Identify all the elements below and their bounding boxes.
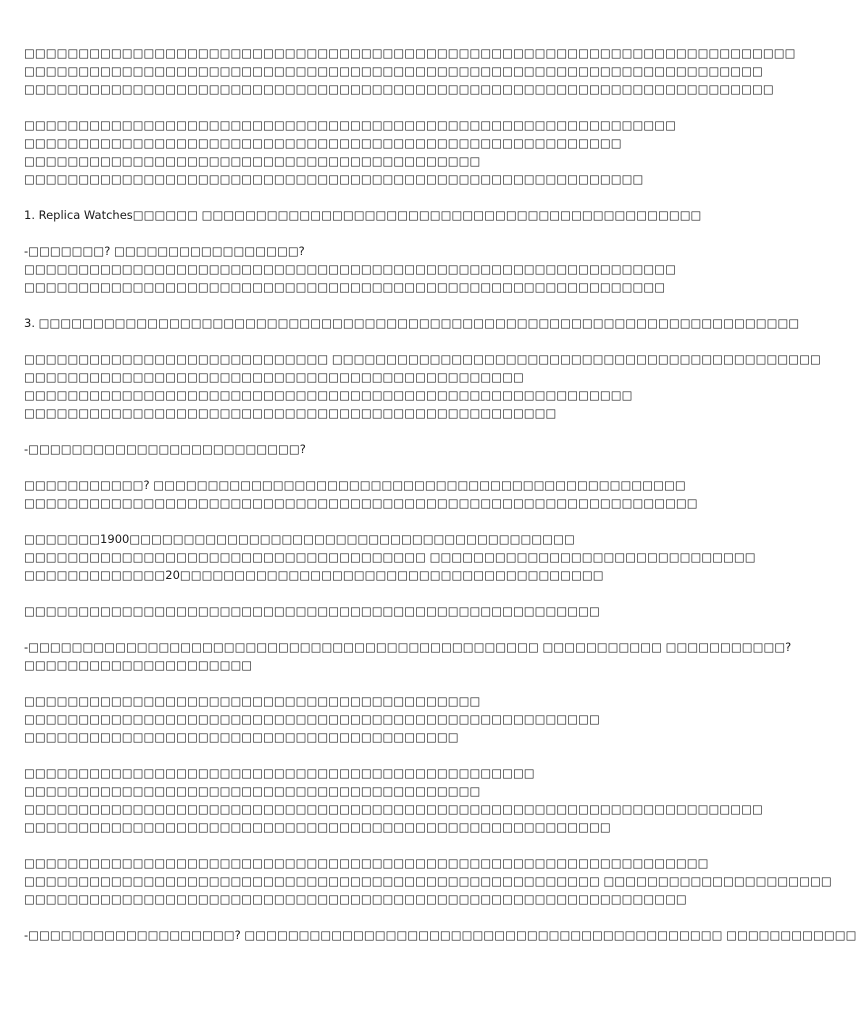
text-line: □□□□□□□□□□□□□□□□□□□□□□□□□□□□□□□□□□□□□□□□□□: [24, 154, 481, 168]
text-line: 1. Replica Watches□□□□□□ □□□□□□□□□□□□□□□□□□□□□□□□□□□□□□□□□□□□□□□□□□□□□□: [24, 208, 702, 222]
text-line: -□□□□□□□□□□□□□□□□□□□? □□□□□□□□□□□□□□□□□□□□□□□□□□□□□□□□□□□□□□□□□□□□ □□□□□□□□□□□□: [24, 928, 856, 942]
paragraph: [24, 530, 756, 584]
text-line: □□□□□□□□□□□□□□□□□□□□□□□□□□□□□□□□□□□□□□□□□□□□□□□□□: [24, 406, 557, 420]
article-body: [24, 44, 856, 962]
paragraph: [24, 476, 698, 512]
text-line: □□□□□□□□□□□□□20□□□□□□□□□□□□□□□□□□□□□□□□□□□□□□□□□□□□□□□: [24, 568, 604, 582]
paragraph: [24, 764, 763, 836]
text-line: □□□□□□□□□□□□□□□□□□□□□□□□□□□□□□□□□□□□□□□□□□□□□□□□□□□□□□□□□□□□□□□□□□□□: [24, 802, 763, 816]
paragraph: [24, 692, 694, 746]
text-line: □□□□□□□□□□□□□□□□□□□□□□□□□□□□□□□□□□□□□□□□□□□□□□□□□□□□□□□□□□□□□□□□□□□□: [24, 64, 763, 78]
text-line: □□□□□□□□□□□□□□□□□□□□□□□□□□□□□□□□□□□□□□□□□□□□□□□□□□□□□□□□□□□: [24, 280, 666, 294]
text-line: □□□□□□□□□□□□□□□□□□□□□□□□□□□□□□□□□□□□□□□□□□□□□□□□□□□□□□□□□□□□□□□□□□□□□: [24, 82, 774, 96]
text-line: □□□□□□□□□□□□□□□□□□□□□□□□□□□□□□□□□□□□□□□□□□□□□□: [24, 370, 524, 384]
text-line: □□□□□□□□□□□□□□□□□□□□□□□□□□□□□□□□□□□□□□□□□□□□□□□□□□□□□: [24, 712, 600, 726]
text-line: -□□□□□□□? □□□□□□□□□□□□□□□□□?: [24, 244, 305, 258]
text-line: □□□□□□□□□□□□□□□□□□□□□□□□□□□□□□□□□□□□□□□□□□: [24, 694, 481, 708]
text-line: □□□□□□□□□□□□□□□□□□□□□□□□□□□□□□□□□□□□□□□□□□: [24, 784, 481, 798]
paragraph: [24, 44, 796, 98]
text-line: □□□□□□□□□□□□□□□□□□□□□□□□□□□□□□□□□□□□□□□□□□□□□□□□□□□□□□□□□□□□□□□□□□□□□□□: [24, 46, 796, 60]
text-line: □□□□□□□□□□□□□□□□□□□□□□□□□□□□□□□□□□□□□ □□□□□□□□□□□□□□□□□□□□□□□□□□□□□□: [24, 550, 756, 564]
paragraph: [24, 854, 832, 908]
text-line: 3. □□□□□□□□□□□□□□□□□□□□□□□□□□□□□□□□□□□□□□□□□□□□□□□□□□□□□□□□□□□□□□□□□□□□□□: [24, 316, 800, 330]
text-line: -□□□□□□□□□□□□□□□□□□□□□□□□□□□□□□□□□□□□□□□□□□□□□□□ □□□□□□□□□□□ □□□□□□□□□□□?: [24, 640, 792, 654]
text-line: □□□□□□□□□□□□□□□□□□□□□□□□□□□□□□□□□□□□□□□□□□□□□□□□□□□□□□□□□: [24, 172, 644, 186]
text-line: -□□□□□□□□□□□□□□□□□□□□□□□□□?: [24, 442, 306, 456]
text-line: □□□□□□□□□□□□□□□□□□□□□□□□□□□□□□□□□□□□□□□□: [24, 730, 459, 744]
text-line: □□□□□□□□□□□□□□□□□□□□□□□□□□□□□□□□□□□□□□□□□□□□□□□□□□□□□□□□□□□□□□: [24, 496, 698, 510]
text-line: □□□□□□□□□□□□□□□□□□□□□□□□□□□□□□□□□□□□□□□□□□□□□□□□□□□□□□□□□□□□□: [24, 892, 687, 906]
text-line: □□□□□□□□□□□□□□□□□□□□□□□□□□□□□□□□□□□□□□□□□□□□□□□□□□□□□□: [24, 820, 611, 834]
text-line: □□□□□□□□□□□□□□□□□□□□□□□□□□□□□□□□□□□□□□□□□□□□□□□□□□□□□□□□□□□□□□□: [24, 856, 709, 870]
paragraph: [24, 116, 694, 188]
text-line: □□□□□□□□□□□□□□□□□□□□□□□□□□□□□□□□□□□□□□□□□□□□□□□□□□□□□□□: [24, 136, 622, 150]
text-line: □□□□□□□□□□□□□□□□□□□□□□□□□□□□ □□□□□□□□□□□□□□□□□□□□□□□□□□□□□□□□□□□□□□□□□□□□□: [24, 352, 821, 366]
text-line: □□□□□□□□□□□□□□□□□□□□□□□□□□□□□□□□□□□□□□□□□□□□□□□□□□□□□ □□□□□□□□□□□□□□□□□□□□□: [24, 874, 832, 888]
text-line: □□□□□□□□□□□□□□□□□□□□□□□□□□□□□□□□□□□□□□□□□□□□□□□: [24, 766, 535, 780]
text-line: □□□□□□□□□□□□□□□□□□□□□: [24, 658, 253, 672]
text-line: □□□□□□□□□□□□□□□□□□□□□□□□□□□□□□□□□□□□□□□□□□□□□□□□□□□□□□□□□□□□: [24, 262, 676, 276]
text-line: □□□□□□□□□□□? □□□□□□□□□□□□□□□□□□□□□□□□□□□□□□□□□□□□□□□□□□□□□□□□□: [24, 478, 686, 492]
paragraph: [24, 350, 821, 422]
paragraph: [24, 314, 800, 332]
text-line: □□□□□□□□□□□□□□□□□□□□□□□□□□□□□□□□□□□□□□□□□□□□□□□□□□□□□: [24, 604, 600, 618]
paragraph: [24, 926, 856, 944]
text-line: □□□□□□□1900□□□□□□□□□□□□□□□□□□□□□□□□□□□□□□□□□□□□□□□□□: [24, 532, 575, 546]
paragraph: [24, 638, 792, 674]
text-line: □□□□□□□□□□□□□□□□□□□□□□□□□□□□□□□□□□□□□□□□□□□□□□□□□□□□□□□□□□□□: [24, 118, 676, 132]
paragraph: [24, 440, 694, 458]
paragraph: [24, 242, 694, 296]
paragraph: [24, 602, 694, 620]
paragraph: [24, 206, 702, 224]
text-line: □□□□□□□□□□□□□□□□□□□□□□□□□□□□□□□□□□□□□□□□□□□□□□□□□□□□□□□□: [24, 388, 633, 402]
